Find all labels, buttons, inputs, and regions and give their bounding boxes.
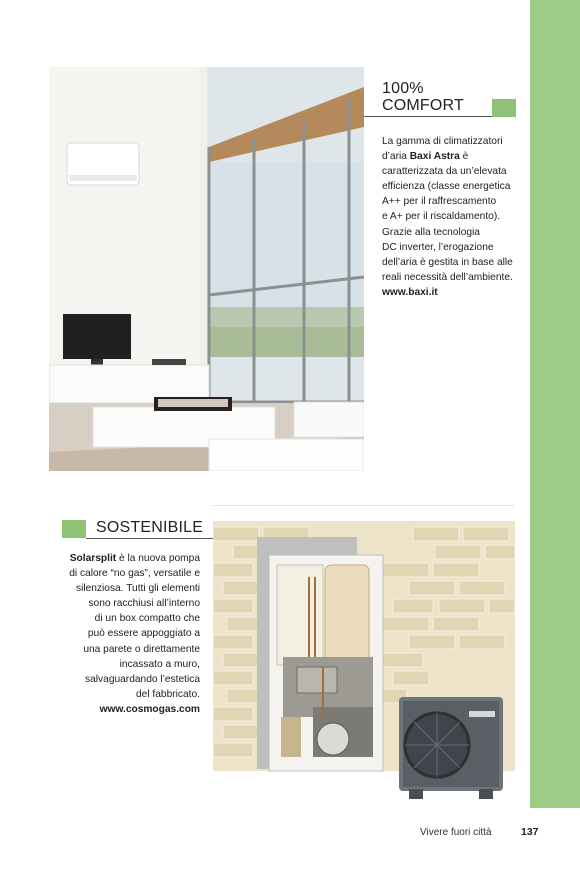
baxi-link[interactable] [382, 285, 522, 300]
footer-section-name: Vivere fuori città [420, 827, 492, 838]
sostenibile-line: salvaguardando l’estetica [85, 673, 200, 685]
sostenibile-heading: SOSTENIBILE [96, 519, 204, 536]
comfort-line: caratterizzata da un’elevata [382, 166, 507, 178]
sostenibile-paragraph [56, 551, 200, 717]
comfort-line: dell’aria è gestita in base alle [382, 256, 513, 268]
comfort-line: DC inverter, l’erogazione [382, 241, 494, 253]
sostenibile-line: può essere appoggiato a [87, 628, 200, 640]
comfort-heading-line2: COMFORT [382, 97, 464, 114]
section-divider [212, 505, 514, 506]
comfort-line: Grazie alla tecnologia [382, 226, 480, 238]
sostenibile-line: di un box compatto che [94, 613, 200, 625]
comfort-line: reali necessità dell’ambiente. [382, 271, 513, 283]
sostenibile-line: di calore “no gas”, versatile e [69, 568, 200, 580]
comfort-line: A++ per il raffrescamento [382, 196, 497, 208]
brand-name-baxi-astra: Baxi Astra [409, 151, 460, 163]
comfort-line: e A+ per il riscaldamento). [382, 211, 501, 223]
comfort-line [382, 149, 522, 164]
sostenibile-line: del fabbricato. [136, 688, 200, 700]
comfort-line: La gamma di climatizzatori [382, 136, 503, 147]
cosmogas-link-text[interactable]: www.cosmogas.com [99, 703, 200, 715]
sostenibile-line: una parete o direttamente [83, 643, 200, 655]
sostenibile-line [56, 551, 200, 566]
comfort-green-marker [492, 99, 516, 117]
comfort-paragraph [382, 134, 522, 300]
comfort-underline [364, 116, 492, 117]
comfort-line: efficienza (classe energetica [382, 181, 511, 193]
cosmogas-link[interactable] [56, 702, 200, 717]
sostenibile-line: incassato a muro, [119, 658, 200, 670]
sostenibile-green-marker [62, 520, 86, 538]
comfort-heading-line1: 100% [382, 80, 424, 97]
comfort-line-text: è [459, 151, 469, 163]
brand-name-solarsplit: Solarsplit [69, 553, 117, 564]
heat-pump-photo [213, 517, 515, 805]
comfort-line-text: d’aria [382, 151, 410, 163]
sostenibile-line: silenziosa. Tutti gli elementi [75, 583, 200, 595]
baxi-link-text[interactable]: www.baxi.it [382, 286, 438, 298]
sostenibile-line: sono racchiusi all’interno [88, 598, 200, 610]
sostenibile-underline [86, 538, 214, 539]
side-color-band [530, 0, 580, 808]
sostenibile-line-text: è la nuova pompa [116, 553, 200, 564]
living-room-photo [49, 67, 364, 471]
page-number: 137 [521, 826, 539, 838]
